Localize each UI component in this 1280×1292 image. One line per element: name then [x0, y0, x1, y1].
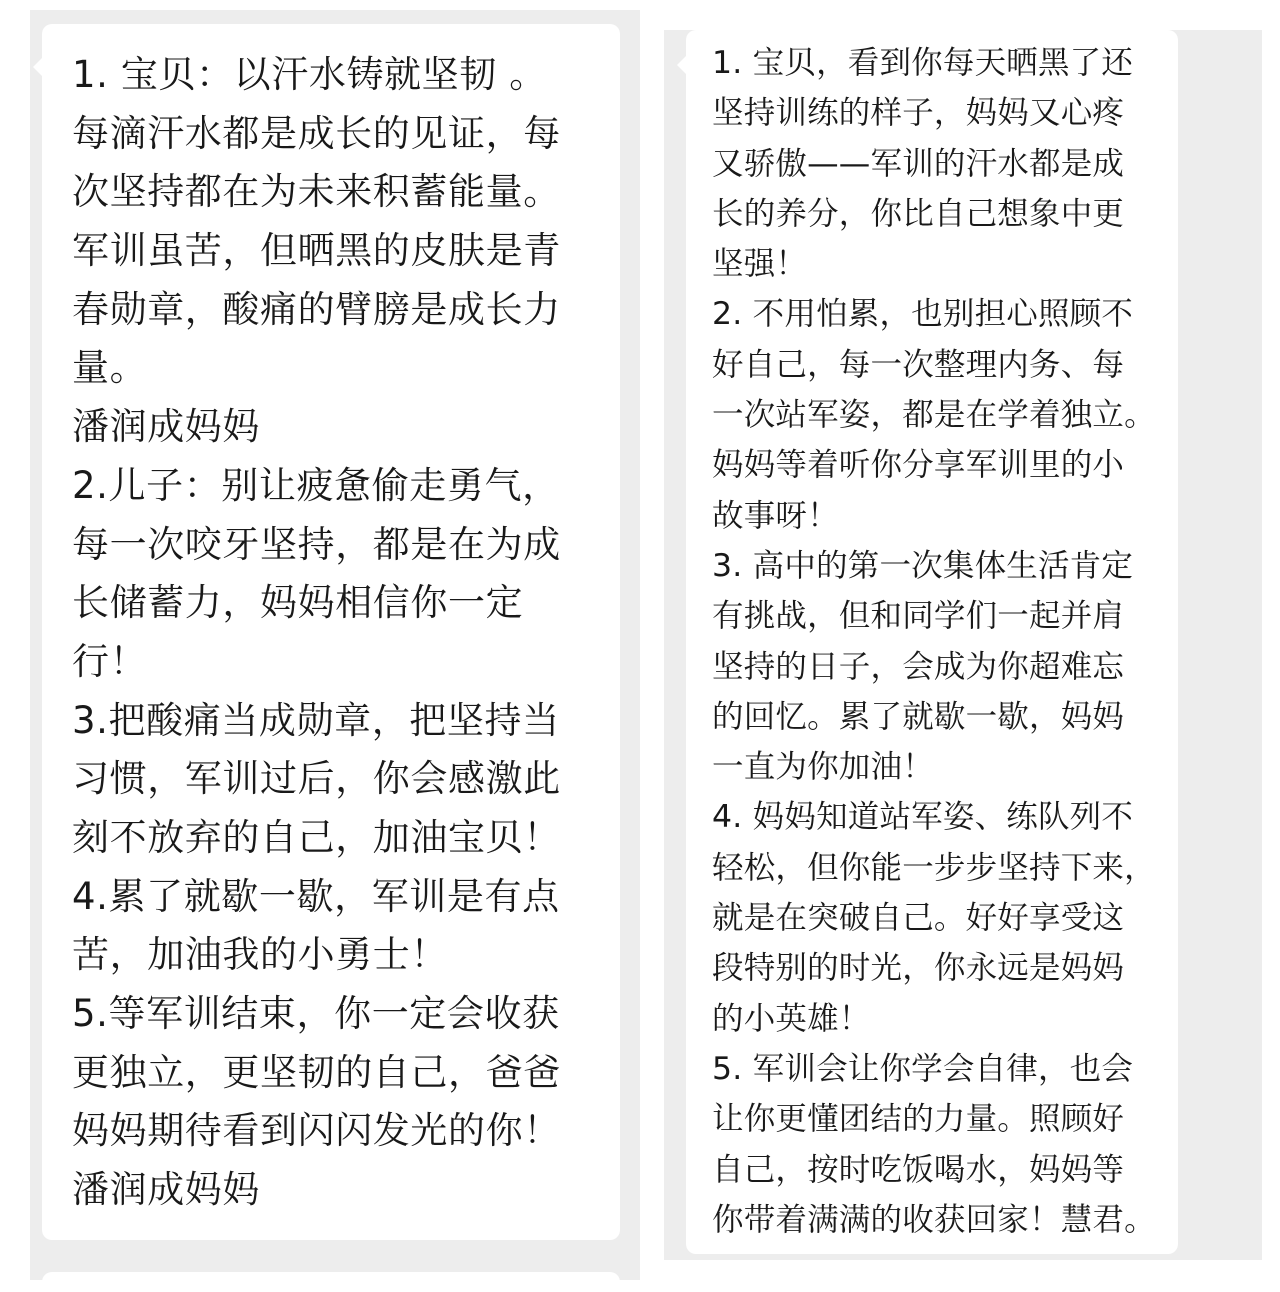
message-line: 2. 不用怕累，也别担心照顾不 — [712, 296, 1134, 333]
message-line: 坚持的日子，会成为你超难忘 — [712, 648, 1125, 685]
message-line: 妈妈等着听你分享军训里的小 — [712, 447, 1125, 484]
message-line: 段特别的时光，你永远是妈妈 — [712, 950, 1125, 987]
message-line: 一直为你加油！ — [712, 749, 934, 786]
message-line: 又骄傲——军训的汗水都是成 — [712, 145, 1125, 182]
message-line: 量。 — [72, 346, 148, 390]
message-line: 1. 宝贝，看到你每天晒黑了还 — [712, 45, 1134, 81]
message-line: 坚强！ — [712, 246, 808, 283]
message-line: 潘润成妈妈 — [72, 405, 260, 449]
message-line: 习惯，军训过后，你会感激此 — [72, 757, 561, 801]
message-line: 4.累了就歇一歇，军训是有点 — [72, 874, 560, 918]
message-line: 5. 军训会让你学会自律，也会 — [712, 1050, 1134, 1087]
bubble-tail-left — [33, 58, 42, 76]
message-line: 每滴汗水都是成长的见证，每 — [72, 111, 561, 155]
message-line: 的回忆。累了就歇一歇，妈妈 — [712, 698, 1125, 735]
message-line: 自己，按时吃饭喝水，妈妈等 — [712, 1151, 1125, 1188]
message-line: 坚持训练的样子，妈妈又心疼 — [712, 95, 1125, 132]
message-line: 让你更懂团结的力量。照顾好 — [712, 1101, 1125, 1138]
message-line: 妈妈期待看到闪闪发光的你！ — [72, 1109, 561, 1153]
message-line: 春勋章，酸痛的臂膀是成长力 — [72, 287, 561, 331]
message-line: 有挑战，但和同学们一起并肩 — [712, 598, 1125, 635]
message-bubble-left[interactable] — [42, 24, 620, 1240]
message-line: 故事呀！ — [712, 497, 839, 534]
message-text-right — [712, 38, 1178, 1245]
message-line: 5.等军训结束，你一定会收获 — [72, 992, 560, 1035]
message-line: 长的养分，你比自己想象中更 — [712, 195, 1125, 232]
message-line: 1. 宝贝：以汗水铸就坚韧 。 — [72, 53, 547, 96]
message-line: 刻不放弃的自己，加油宝贝！ — [72, 815, 561, 859]
next-message-bubble-partial — [42, 1272, 620, 1292]
message-line: 你带着满满的收获回家！慧君。 — [712, 1201, 1156, 1238]
message-line: 就是在突破自己。好好享受这 — [712, 900, 1125, 937]
message-bubble-right[interactable] — [686, 30, 1178, 1254]
message-line: 军训虽苦，但晒黑的皮肤是青 — [72, 229, 561, 273]
message-line: 4. 妈妈知道站军姿、练队列不 — [712, 799, 1134, 836]
message-line: 3.把酸痛当成勋章，把坚持当 — [72, 698, 560, 742]
message-line: 一次站军姿，都是在学着独立。 — [712, 397, 1156, 434]
message-line: 长储蓄力，妈妈相信你一定 — [72, 581, 524, 625]
message-line: 更独立，更坚韧的自己，爸爸 — [72, 1050, 561, 1094]
message-line: 轻松，但你能一步步坚持下来， — [712, 849, 1156, 886]
message-line: 次坚持都在为未来积蓄能量。 — [72, 170, 561, 214]
message-text-left — [72, 46, 620, 1220]
message-line: 3. 高中的第一次集体生活肯定 — [712, 547, 1134, 584]
message-line: 潘润成妈妈 — [72, 1168, 260, 1212]
message-line: 好自己，每一次整理内务、每 — [712, 346, 1125, 383]
message-line: 2.儿子：别让疲惫偷走勇气， — [72, 463, 560, 507]
message-line: 的小英雄！ — [712, 1000, 871, 1037]
message-line: 苦，加油我的小勇士！ — [72, 933, 448, 977]
message-line: 每一次咬牙坚持，都是在为成 — [72, 522, 561, 566]
bubble-tail-right — [677, 56, 686, 74]
message-line: 行！ — [72, 639, 148, 683]
